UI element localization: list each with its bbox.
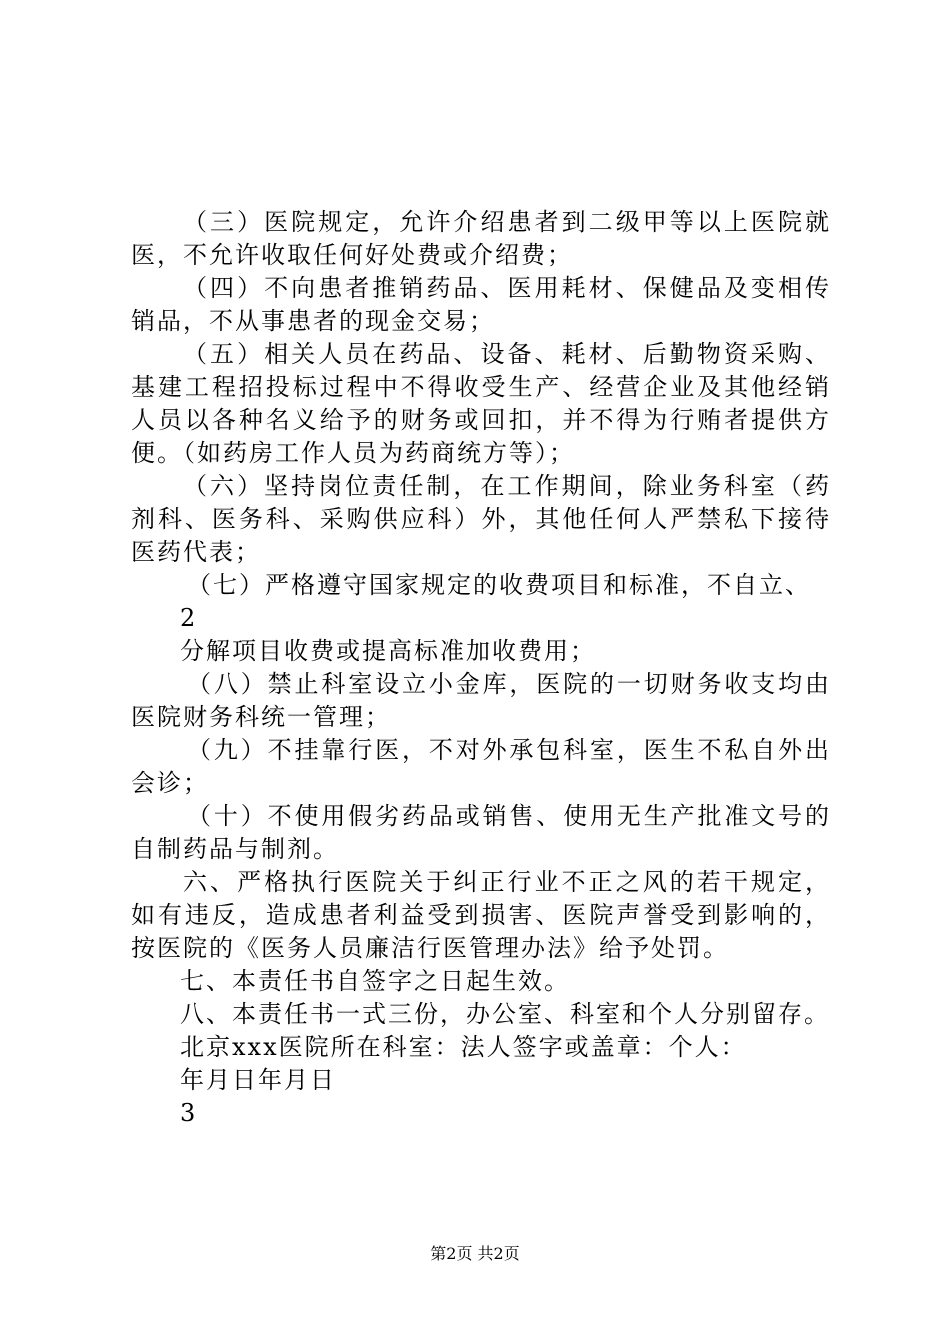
paragraph-item-9: （九）不挂靠行医，不对外承包科室，医生不私自外出会诊； [131,736,831,797]
date-line: 年月日年月日 [180,1066,336,1094]
paragraph-item-5: （五）相关人员在药品、设备、耗材、后勤物资采购、基建工程招投标过程中不得收受生产、经营企业及其他经销人员以各种名义给予的财务或回扣，并不得为行贿者提供方便。（如药房工作人员为药商统方等）； [131,340,831,467]
paragraph-item-8: （八）禁止科室设立小金库，医院的一切财务收支均由医院财务科统一管理； [131,670,831,731]
paragraph-item-6: （六）坚持岗位责任制，在工作期间，除业务科室（药剂科、医务科、采购供应科）外，其他任何人严禁私下接待医药代表； [131,472,831,566]
paragraph-item-3: （三）医院规定，允许介绍患者到二级甲等以上医院就医，不允许收取任何好处费或介绍费； [131,208,831,269]
document-body [131,206,831,1130]
paragraph-item-10: （十）不使用假劣药品或销售、使用无生产批准文号的自制药品与制剂。 [131,802,831,863]
section-6: 六、严格执行医院关于纠正行业不正之风的若干规定，如有违反，造成患者利益受到损害、医院声誉受到影响的，按医院的《医务人员廉洁行医管理办法》给予处罚。 [131,868,831,962]
embedded-page-number-2: 2 [180,604,198,632]
paragraph-item-7: （七）严格遵守国家规定的收费项目和标准，不自立、 [187,571,811,599]
paragraph-item-4: （四）不向患者推销药品、医用耗材、保健品及变相传销品，不从事患者的现金交易； [131,274,831,335]
paragraph-item-7-continued: 分解项目收费或提高标准加收费用； [180,637,596,665]
section-7: 七、本责任书自签字之日起生效。 [180,967,570,995]
section-8: 八、本责任书一式三份，办公室、科室和个人分别留存。 [180,1000,830,1028]
page-footer: 第2页 共2页 [430,1244,520,1263]
embedded-page-number-3: 3 [180,1099,198,1127]
signature-line: 北京xxx医院所在科室：法人签字或盖章：个人： [180,1033,747,1061]
